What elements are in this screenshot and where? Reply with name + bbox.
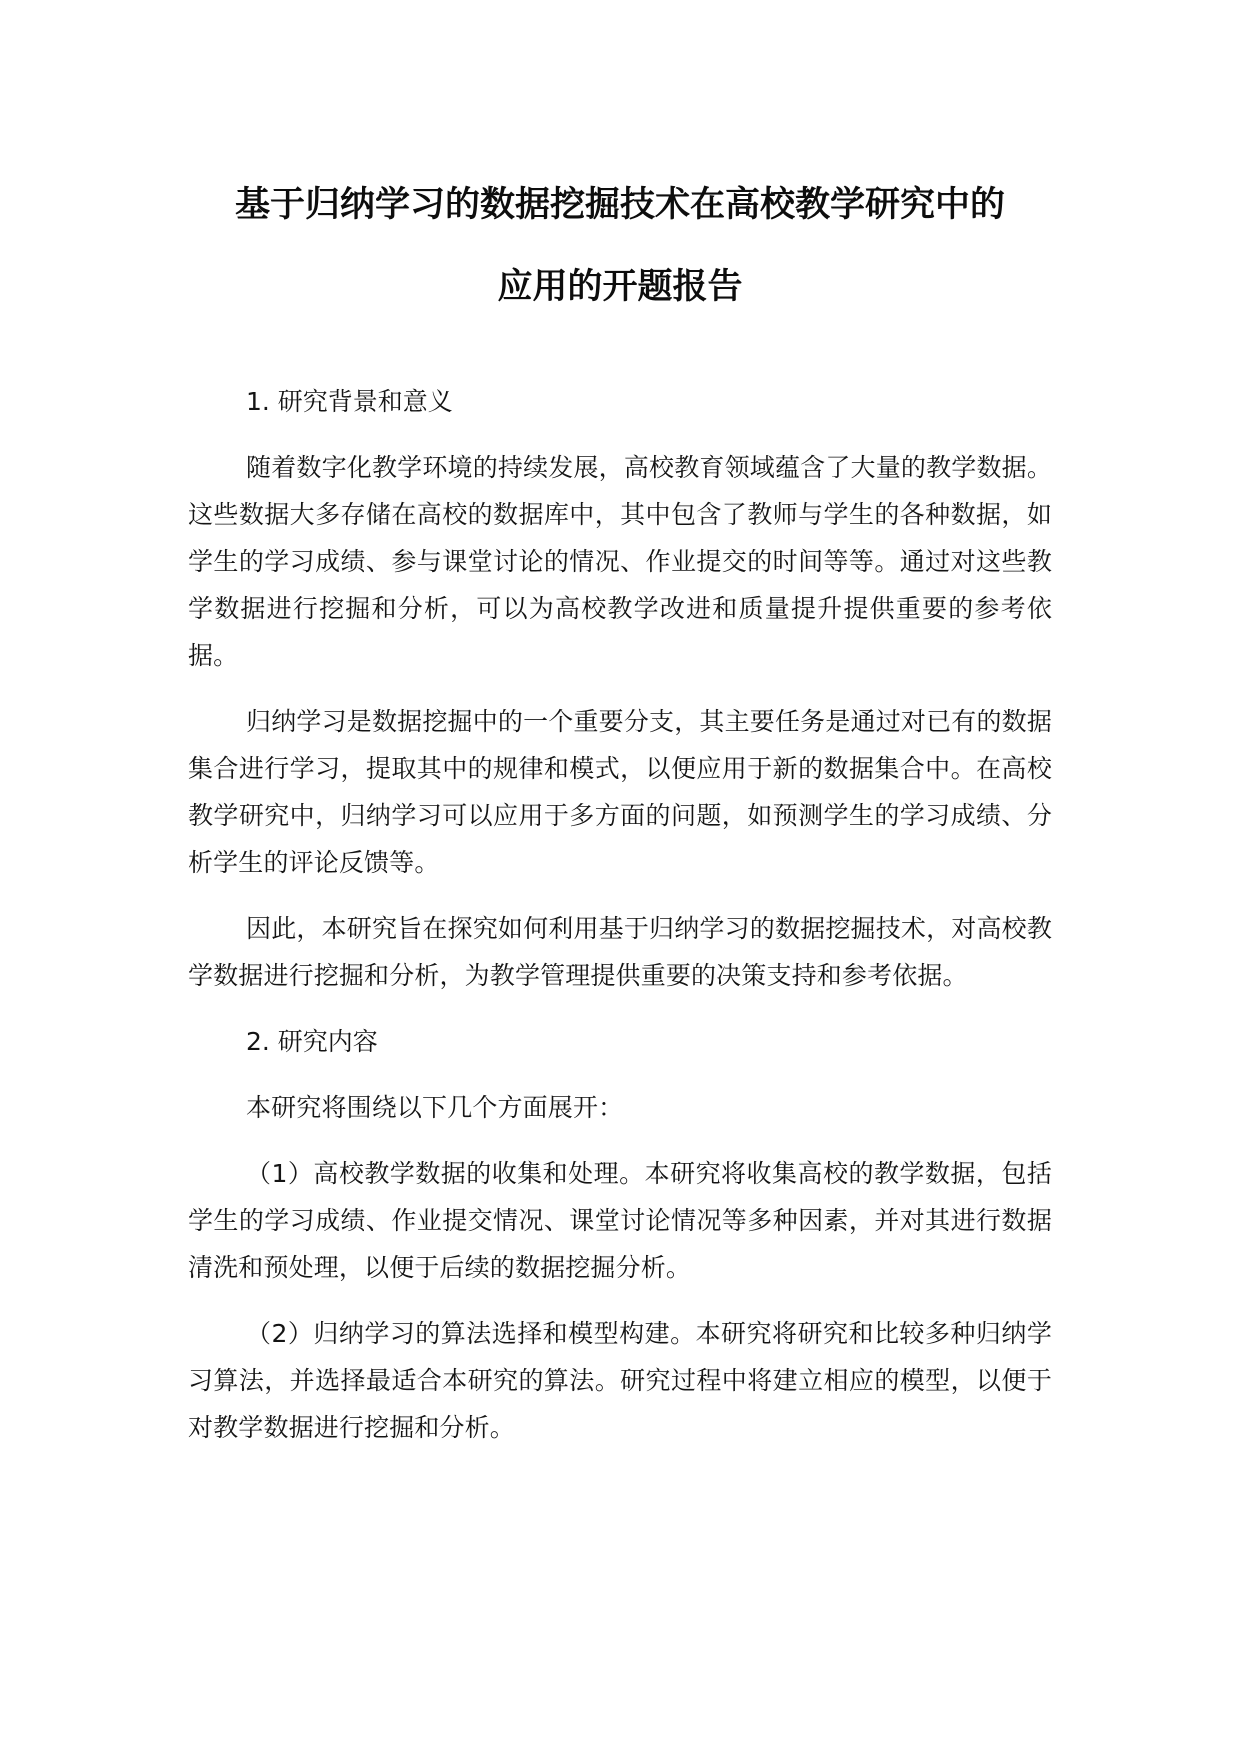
document-title-line-1: 基于归纳学习的数据挖掘技术在高校教学研究中的 bbox=[234, 185, 1005, 225]
paragraph-background-2: 归纳学习是数据挖掘中的一个重要分支，其主要任务是通过对已有的数据集合进行学习，提取其中的规律和模式，以便应用于新的数据集合中。在高校教学研究中，归纳学习可以应用于多方面的问题，如预测学生的学习成绩、分析学生的评论反馈等。 bbox=[188, 707, 1052, 877]
document-body bbox=[188, 378, 1052, 1470]
paragraph-content-item-2: （2）归纳学习的算法选择和模型构建。本研究将研究和比较多种归纳学习算法，并选择最适合本研究的算法。研究过程中将建立相应的模型，以便于对教学数据进行挖掘和分析。 bbox=[188, 1319, 1052, 1442]
section-heading-background: 1. 研究背景和意义 bbox=[246, 387, 453, 416]
paragraph-background-3: 因此，本研究旨在探究如何利用基于归纳学习的数据挖掘技术，对高校教学数据进行挖掘和分析，为教学管理提供重要的决策支持和参考依据。 bbox=[188, 914, 1052, 990]
paragraph-background-1: 随着数字化教学环境的持续发展，高校教育领域蕴含了大量的教学数据。这些数据大多存储在高校的数据库中，其中包含了教师与学生的各种数据，如学生的学习成绩、参与课堂讨论的情况、作业提交的时间等等。通过对这些教学数据进行挖掘和分析，可以为高校教学改进和质量提升提供重要的参考依据。 bbox=[188, 453, 1052, 670]
document-title-line-2: 应用的开题报告 bbox=[497, 267, 743, 307]
section-heading-content: 2. 研究内容 bbox=[246, 1027, 378, 1056]
paragraph-content-item-1: （1）高校教学数据的收集和处理。本研究将收集高校的教学数据，包括学生的学习成绩、作业提交情况、课堂讨论情况等多种因素，并对其进行数据清洗和预处理，以便于后续的数据挖掘分析。 bbox=[188, 1159, 1052, 1282]
paragraph-content-intro: 本研究将围绕以下几个方面展开： bbox=[246, 1093, 624, 1122]
